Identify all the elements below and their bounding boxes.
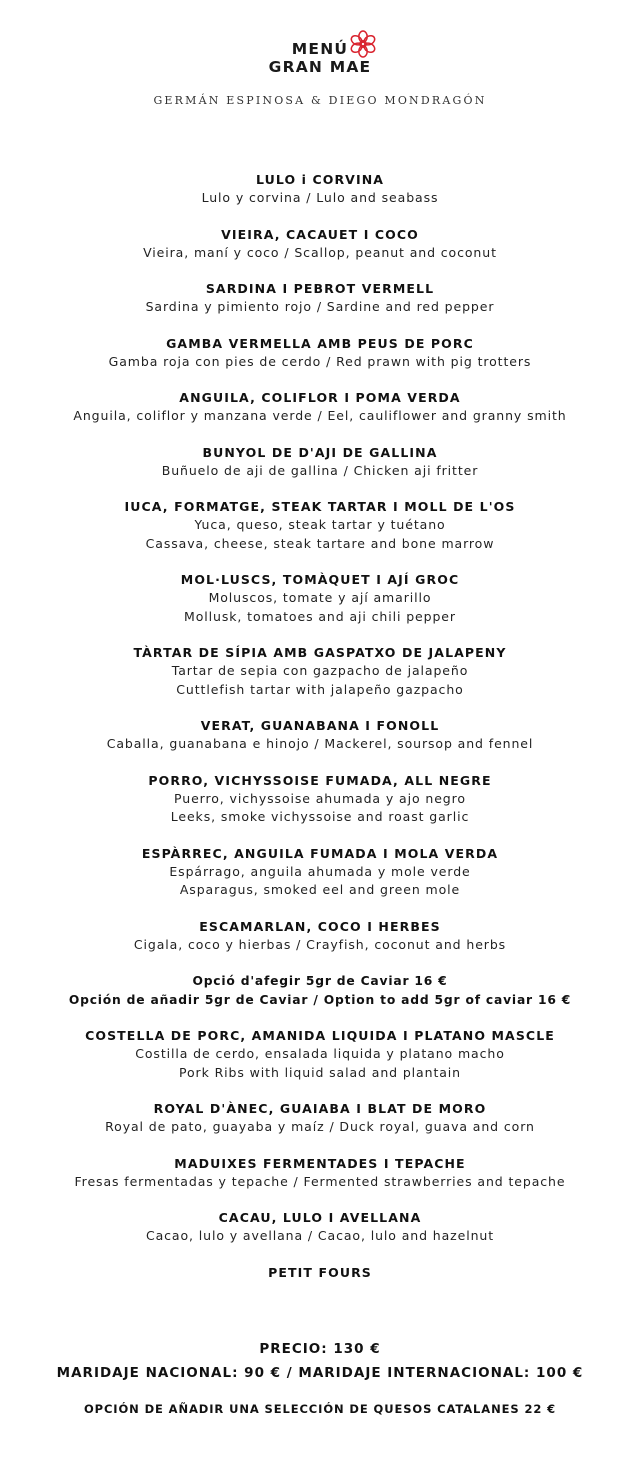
course-description: Fresas fermentadas y tepache / Fermented strawberries and tepache [74, 1173, 566, 1189]
course-description: Cassava, cheese, steak tartare and bone marrow [145, 535, 495, 551]
course-description: Puerro, vichyssoise ahumada y ajo negro [174, 790, 466, 806]
course-item [0, 171, 640, 208]
course-title: CACAU, LULO I AVELLANA [218, 1210, 422, 1225]
course-description: Pork Ribs with liquid salad and plantain [179, 1064, 461, 1080]
course-title: PORRO, VICHYSSOISE FUMADA, ALL NEGRE [148, 772, 492, 788]
course-item [0, 280, 640, 317]
course-description: Lulo y corvina / Lulo and seabass [201, 190, 439, 205]
course-item [0, 389, 640, 426]
menu-header [0, 40, 640, 107]
course-item [0, 444, 640, 481]
course-item [0, 918, 640, 955]
course-description: Moluscos, tomate y ají amarillo [208, 590, 432, 605]
course-title: ROYAL D'ÀNEC, GUAIABA I BLAT DE MORO [153, 1101, 487, 1116]
course-description: Gamba roja con pies de cerdo / Red prawn with pig trotters [108, 353, 532, 369]
course-description: Cacao, lulo y avellana / Cacao, lulo and hazelnut [145, 1228, 495, 1243]
course-description: Sardina y pimiento rojo / Sardine and red pepper [145, 299, 495, 314]
course-description: Mollusk, tomatoes and aji chili pepper [184, 608, 456, 624]
cheese-option: OPCIÓN DE AÑADIR UNA SELECCIÓN DE QUESOS CATALANES 22 € [83, 1402, 557, 1416]
wine-pairing: MARIDAJE NACIONAL: 90 € / MARIDAJE INTERNACIONAL: 100 € [56, 1365, 584, 1381]
petit-fours: PETIT FOURS [268, 1264, 372, 1280]
course-item [0, 772, 640, 827]
caviar-option [0, 972, 640, 1009]
course-item [0, 1100, 640, 1137]
course-description: Costilla de cerdo, ensalada liquida y platano macho [135, 1046, 505, 1061]
course-title: COSTELLA DE PORC, AMANIDA LIQUIDA I PLATANO MASCLE [85, 1028, 555, 1043]
caviar-option-es-en: Opción de añadir 5gr de Caviar / Option to add 5gr of caviar 16 € [68, 992, 572, 1007]
course-title: SARDINA I PEBROT VERMELL [205, 281, 435, 296]
course-description: Cigala, coco y hierbas / Crayfish, coconut and herbs [133, 936, 507, 952]
course-item [0, 1209, 640, 1246]
course-description: Yuca, queso, steak tartar y tuétano [194, 517, 446, 532]
course-item [0, 226, 640, 263]
chefs-names: GERMÁN ESPINOSA & DIEGO MONDRAGÓN [153, 94, 487, 107]
course-title: TÀRTAR DE SÍPIA AMB GASPATXO DE JALAPENY [133, 645, 507, 660]
pricing [0, 1337, 640, 1385]
course-title: ANGUILA, COLIFLOR I POMA VERDA [179, 390, 461, 405]
course-title: LULO i CORVINA [255, 172, 385, 187]
course-title: BUNYOL DE D'AJI DE GALLINA [202, 444, 438, 460]
course-description: Buñuelo de aji de gallina / Chicken aji fritter [161, 462, 479, 478]
course-title: MOL·LUSCS, TOMÀQUET I AJÍ GROC [180, 572, 460, 587]
course-item [0, 335, 640, 372]
course-title: ESCAMARLAN, COCO I HERBES [199, 918, 441, 934]
course-item [0, 498, 640, 553]
course-description: Vieira, maní y coco / Scallop, peanut and coconut [143, 244, 497, 260]
michelin-flower-icon [347, 28, 379, 60]
course-title: MADUIXES FERMENTADES I TEPACHE [174, 1155, 466, 1171]
menu-courses [0, 171, 640, 1282]
course-item [0, 1155, 640, 1192]
course-item [0, 644, 640, 699]
course-title: ESPÀRREC, ANGUILA FUMADA I MOLA VERDA [141, 845, 499, 861]
caviar-option-catalan: Opció d'afegir 5gr de Caviar 16 € [192, 974, 448, 988]
course-item [0, 571, 640, 626]
course-description: Anguila, coliflor y manzana verde / Eel, cauliflower and granny smith [73, 408, 567, 423]
course-title: GAMBA VERMELLA AMB PEUS DE PORC [166, 335, 474, 351]
price: PRECIO: 130 € [259, 1341, 381, 1357]
course-item [0, 1027, 640, 1082]
menu-title-line2: GRAN MAE [268, 58, 372, 76]
course-description: Espárrago, anguila ahumada y mole verde [169, 863, 471, 879]
course-description: Caballa, guanabana e hinojo / Mackerel, soursop and fennel [106, 736, 534, 751]
course-title: VERAT, GUANABANA I FONOLL [200, 718, 440, 733]
course-item [0, 845, 640, 900]
course-description: Leeks, smoke vichyssoise and roast garlic [170, 809, 470, 824]
course-description: Royal de pato, guayaba y maíz / Duck royal, guava and corn [105, 1119, 535, 1134]
menu-title-line1: MENÚ [291, 40, 349, 58]
menu-title [269, 40, 372, 76]
course-description: Tartar de sepia con gazpacho de jalapeño [171, 663, 469, 678]
course-description: Asparagus, smoked eel and green mole [179, 882, 461, 897]
course-title: IUCA, FORMATGE, STEAK TARTAR I MOLL DE L'OS [124, 499, 516, 514]
course-title: VIEIRA, CACAUET I COCO [221, 226, 419, 242]
course-item [0, 717, 640, 754]
course-description: Cuttlefish tartar with jalapeño gazpacho [176, 681, 464, 697]
